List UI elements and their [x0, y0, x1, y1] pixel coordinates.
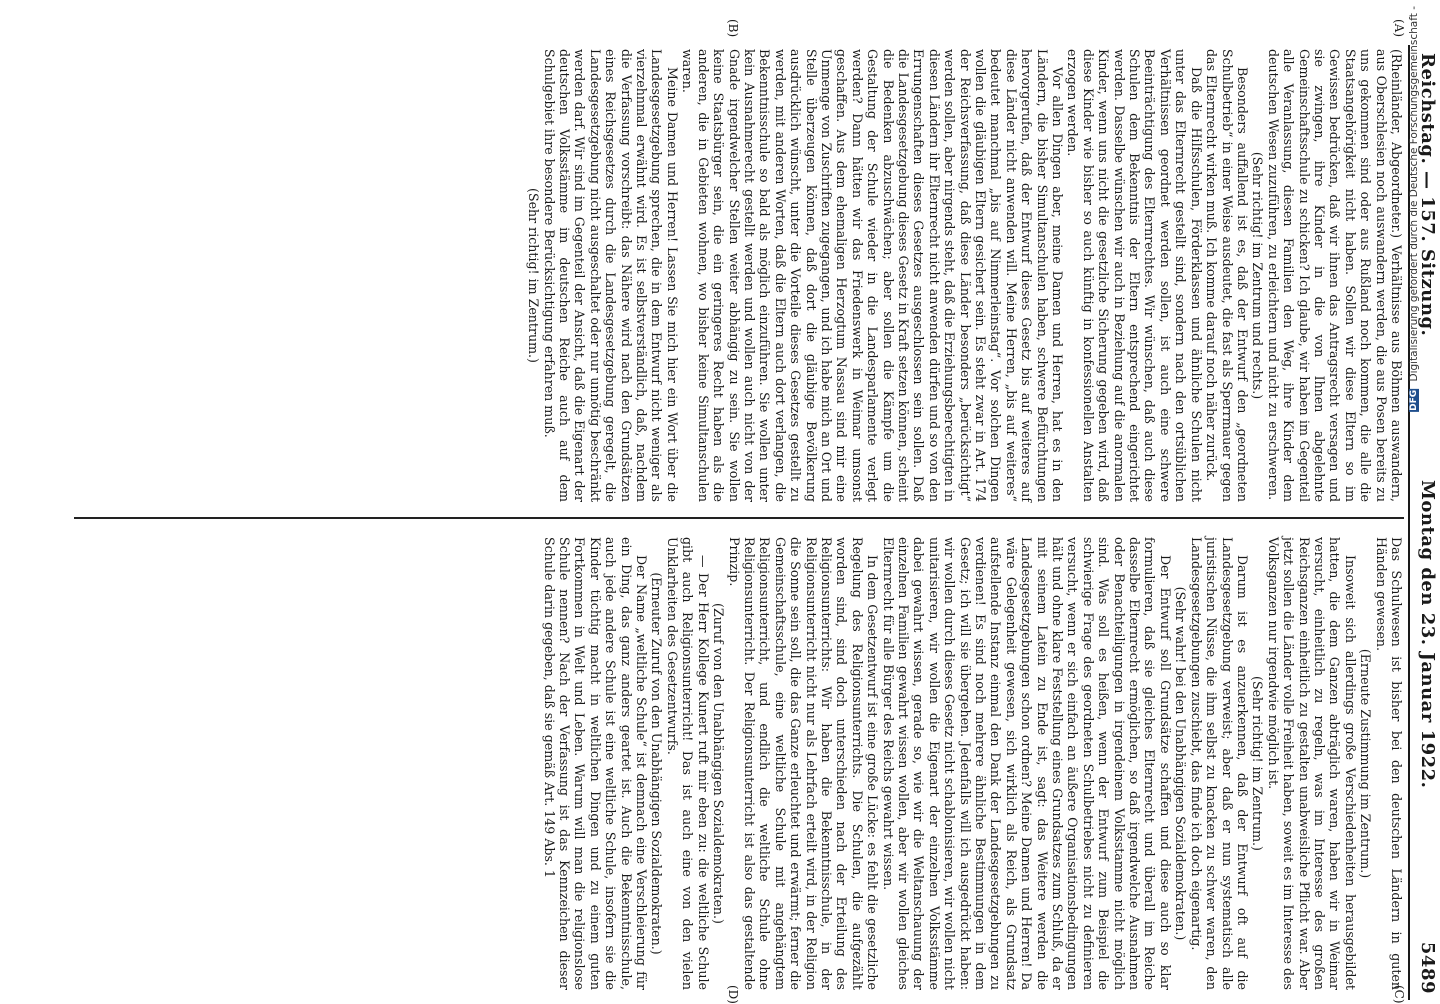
interjection: (Erneuter Zuruf von den Unabhängigen Sozialdemokraten.): [649, 572, 665, 955]
dfg-logo-icon: DFG: [1409, 389, 1419, 411]
left-column: [74, 49, 1404, 502]
margin-marker-c: (C): [1392, 985, 1406, 1004]
right-column: [74, 537, 1404, 990]
digitization-credit: [1408, 6, 1420, 412]
interjection: (Sehr wahr! bei den Unabhängigen Sozialdemokraten.): [1173, 586, 1189, 941]
paragraph: Vor allen Dingen aber, meine Damen und Herren, hat es in den Ländern, die bisher Simultanschulen haben, schwere Befürchtungen hervorgerufen, daß der Entwurf dieses Gesetz bis auf weiteres auf diese Länder nicht anwenden will. Meine Herren, „bis auf weiteres“ bedeutet manchmal „bis auf Nimmerleinstag“. Vor solchen Dingen wollen die gläubigen Eltern gesichert sein. Es steht zwar in Art. 174 der Reichsverfassung, daß diese Länder besonders „berücksichtigt“ werden sollen, aber nirgends steht, daß die Erziehungsberechtigten in diesen Ländern ihr Elternrecht nicht anwenden dürfen und so von den Errungenschaften dieses Gesetzes ausgeschlossen sein sollen. Daß die Landesgesetzgebung dieses Gesetz in Kraft setzen können, scheint die Bedenken abzuschwächen; aber sollen die Kämpfe um die Gestaltung der Schule wieder in die Landesparlamente verlegt werden? Dann hätten wir das Friedenswerk in Weimar umsonst geschaffen. Aus dem ehemaligen Herzogtum Nassau sind mir eine Unmenge von Zuschriften zugegangen, und ich habe mich an Ort und Stelle überzeugen können, daß dort die gläubige Bevölkerung ausdrücklich wünscht, unter die Vorteile dieses Gesetzes gestellt zu werden, mit anderen Worten, daß die Eltern auch dort verlangen, die Bekenntnisschule so bald als möglich einzuführen. Sie wollen unter kein Ausnahmerecht gestellt werden und wollen auch nicht von der Gnade irgendwelcher Stellen weiter abhängig zu sein. Sie wollen keine Staatsbürger sein, die ein geringeres Recht haben als die anderen, die in Gebieten wohnen, wo bisher keine Simultanschulen waren.: [680, 49, 1066, 502]
header-date: Montag den 23. Januar 1922.: [1417, 480, 1438, 789]
paragraph: — Der Herr Kollege Kunert ruft mir eben zu: die weltliche Schule gibt auch Religionsunterricht! Das ist auch eine von den vielen Unklarheiten des Gesetzentwurfs.: [664, 537, 711, 990]
paragraph: Daß die Hilfsschulen, Förderklassen und ähnliche Schulen nicht unter das Elternrecht gestellt sind, sondern nach den ortsüblichen Verhältnissen geordnet werden sollen, ist auch eine schwere Beeinträchtigung des Elternrechtes. Wir wünschen, daß auch diese Schulen dem Bekenntnis der Eltern entsprechend eingerichtet werden. Dasselbe wünschen wir auch in Beziehung auf die anormalen Kinder, wenn uns nicht die gesetzliche Sicherung gegeben wird, daß diese Kinder wie bisher so auch künftig in konfessionellen Anstalten erzogen werden.: [1065, 49, 1204, 502]
page-number: 5489: [1417, 941, 1438, 994]
paragraph: Meine Damen und Herren! Lassen Sie mich hier ein Wort über die Landesgesetzgebung sprechen, die in dem Entwurf nicht weniger als vierzehnmal erwähnt wird. Es ist selbstverständlich, daß, nachdem die Verfassung vorschreibt: das Nähere wird nach den Grundsätzen eines Reichsgesetzes durch die Landesgesetzgebung geregelt, die Landesgesetzgebung nicht ausgeschaltet oder nur unnötig beschränkt werden darf. Wir sind im Gegenteil der Ansicht, daß die Eigenart der deutschen Volksstämme im deutschen Reiche auch auf dem Schulgebiet ihre besondere Berücksichtigung erfahren muß.: [541, 49, 680, 502]
header-session: Reichstag. — 157. Sitzung.: [1417, 53, 1438, 337]
column-divider: [74, 517, 1404, 519]
margin-marker-b: (B): [726, 19, 740, 38]
interjection: (Zuruf von den Unabhängigen Sozialdemokraten.): [711, 603, 727, 924]
paragraph: Der Name „weltliche Schule“ ist demnach eine Verschleierung für ein Ding, das ganz anders geartet ist. Auch die Bekenntnisschule, auch jede andere Schule ist eine weltliche Schule, insofern sie die Kinder tüchtig macht in weltlichen Dingen und zu einem guten Fortkommen in Welt und Leben. Warum will man die religionslose Schule nennen? Nach der Verfassung ist das Kennzeichen dieser Schule darin gegeben, daß sie gemäß Art. 149 Abs. 1: [541, 537, 650, 990]
paragraph: In dem Gesetzentwurf ist eine große Lücke: es fehlt die gesetzliche Regelung des Religionsunterrichts. Die Schulen, die aufgezählt worden sind, sind doch unterschieden nach der Erteilung des Religionsunterrichts: Wir haben die Bekenntnisschule, in der Religionsunterricht nicht nur als Lehrfach erteilt wird, in der Religion die Sonne sein soll, die das Ganze erleuchtet und erwärmt; ferner die Gemeinschaftsschule, eine weltliche Schule mit angehängtem Religionsunterricht, und endlich die weltliche Schule ohne Religionsunterricht. Der Religionsunterricht ist also das gestaltende Prinzip.: [726, 537, 881, 990]
margin-marker-d: (D): [726, 985, 740, 1004]
newspaper-page: [40, 19, 1440, 1004]
paragraph: Insoweit sich allerdings große Verschiedenheiten herausgebildet hatten, die dem Ganzen abträglich waren, haben wir in Weimar versucht, einheitlich zu regeln, was im Interesse des großen Reichsganzen einheitlich zu gestalten unabweisliche Pflicht war. Aber jetzt sollen die Länder volle Freiheit haben, soweit es im Interesse des Volksganzen nur irgendwie möglich ist.: [1265, 537, 1358, 990]
paragraph: Der Entwurf soll Grundsätze schaffen und diese auch so klar formulieren, daß sie gleiches Elternrecht und überall im Reiche dasselbe Elternrecht ermöglichen, so daß irgendwelche Ausnahmen oder Benachteiligungen in irgendeinem Volksstamme nicht möglich sind. Was soll es heißen, wenn der Entwurf zum Beispiel die schwierige Frage des geordneten Schulbetriebes nicht zu definieren versucht, wenn er sich einfach an äußere Organisationsbedingungen hält und ohne klare Feststellung eines Grundsatzes zum Schluß, da er mit seinem Latein zu Ende ist, sagt: das Weitere werden die Landesgesetzgebungen schon ordnen? Meine Damen und Herren! Da wäre Gelegenheit gewesen, sich wirklich als Reich, als Grundsatz aufstellende Instanz einmal den Dank der Landesgesetzgebungen zu verdienen! Es sind noch mehrere ähnliche Bestimmungen in dem Gesetz; ich will sie übergehen. Jedenfalls will ich ausgedrückt haben: wir wollen durch dieses Gesetz nicht schablonisieren, wir wollen nicht unitarisieren, wir wollen die Eigenart der einzelnen Volksstämme dabei gewahrt wissen, gerade so, wie wir die Weltanschauung der einzelnen Familien gewahrt wissen wollen, aber wir wollen gleiches Elternrecht für alle Bürger des Reichs gewahrt wissen.: [880, 537, 1173, 990]
paragraph: Darum ist es anzuerkennen, daß der Entwurf oft auf die Landesgesetzgebung verweist; aber daß er nun systematisch alle juristischen Nüsse, die ihm selbst zu knacken zu schwer waren, den Landesgesetzgebungen zuschiebt, das finde ich doch eigenartig.: [1188, 537, 1250, 990]
interjection: (Sehr richtig! im Zentrum.): [526, 188, 542, 363]
paragraph: (Rheinländer, Abgeordneter.) Verhältnisse aus Böhmen auswandern, aus Oberschlesien noch auswandern werden, die aus Posen bereits zu uns gekommen sind oder aus Rußland noch kommen, die alle die Staatsangehörigkeit nicht haben. Sollen wir diese Eltern so im Gewissen bedrücken, daß wir ihnen das Antragsrecht versagen und sie zwingen, ihre Kinder in die von Ihnen abgelehnte Gemeinschaftsschule zu schicken? Ich glaube, wir haben im Gegenteil alle Veranlassung, diesen Familien den Weg, ihre Kinder dem deutschen Wesen zuzuführen, zu erleichtern und nicht zu erschweren.: [1265, 49, 1404, 502]
credit-text: Digitalisierung gefördert durch die Deutsche Forschungsgemeinschaft -: [1408, 6, 1420, 382]
paragraph: Das Schulwesen ist bisher bei den deutschen Ländern in guten Händen gewesen.: [1373, 537, 1404, 990]
margin-marker-a: (A): [1392, 19, 1406, 38]
interjection: (Erneute Zustimmung im Zentrum.): [1358, 648, 1374, 879]
interjection: (Sehr richtig! im Zentrum.): [1250, 676, 1266, 851]
interjection: (Sehr richtig! im Zentrum und rechts.): [1250, 151, 1266, 400]
paragraph: Besonders auffallend ist es, daß der Entwurf den „geordneten Schulbetrieb“ in einer Weise ausdeutet, die fast als Sperrmauer gegen das Elternrecht wirken muß. Ich komme darauf noch näher zurück.: [1204, 49, 1250, 502]
